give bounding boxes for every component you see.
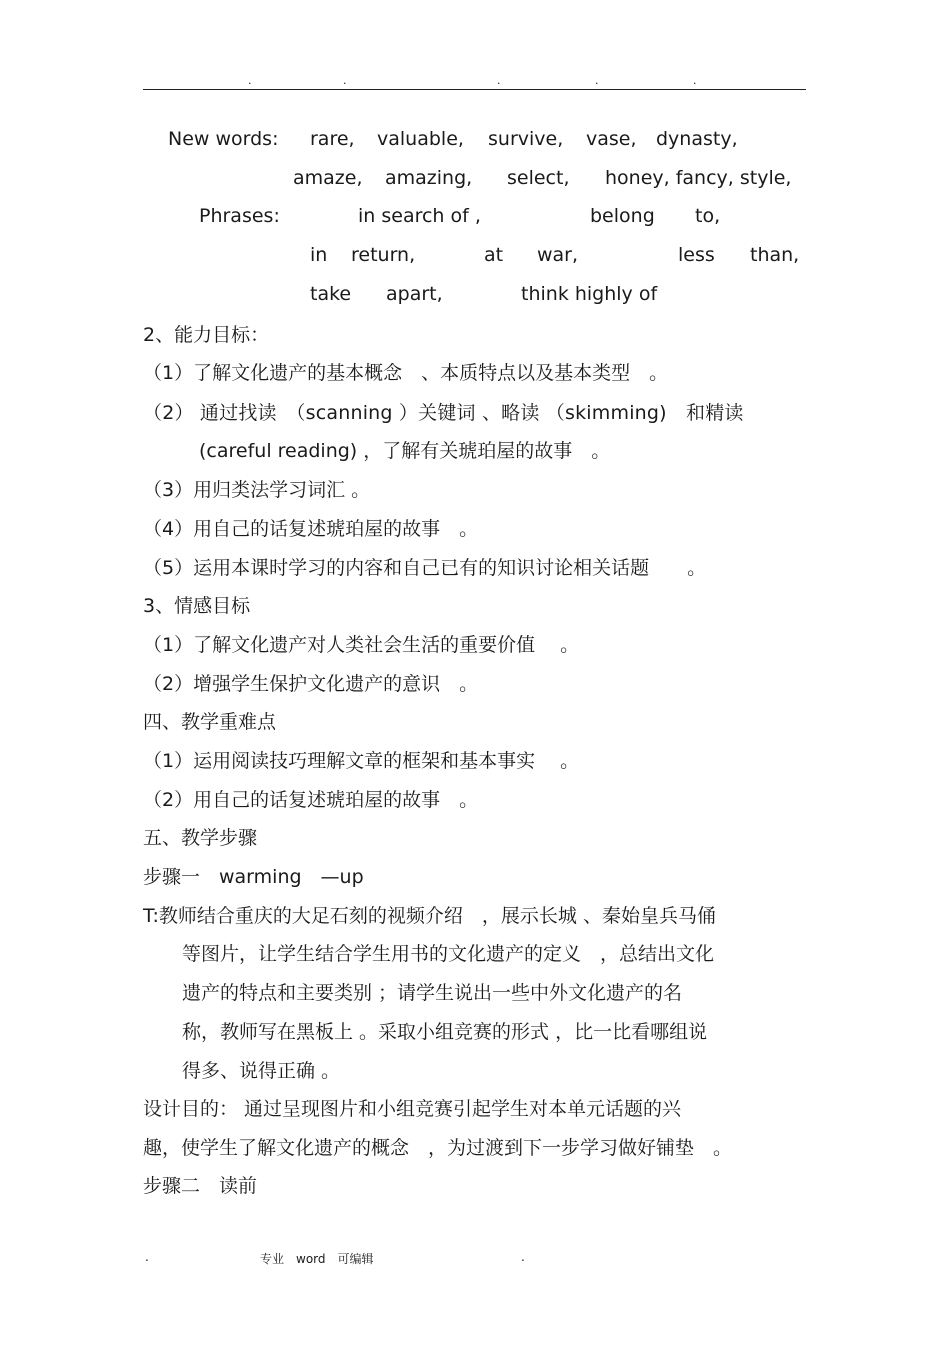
goal-item-continued: (careful reading) ，了解有关琥珀屋的故事 。: [199, 440, 611, 462]
phrase: than,: [750, 244, 800, 266]
phrase: less: [678, 244, 715, 266]
header-dot: .: [248, 74, 252, 87]
section-heading: 五、教学步骤: [143, 827, 258, 849]
teacher-activity-line: 等图片，让学生结合学生用书的文化遗产的定义 ，总结出文化: [182, 943, 715, 965]
phrase: at: [484, 244, 504, 266]
goal-item: （2）增强学生保护文化遗产的意识 。: [143, 673, 479, 695]
word: amaze,: [293, 167, 363, 189]
goal-item: （2） 通过找读 （scanning ）关键词 、略读 （skimming) 和精读: [143, 402, 744, 424]
design-purpose-line: 设计目的： 通过呈现图片和小组竞赛引起学生对本单元话题的兴: [143, 1098, 682, 1120]
phrase: belong: [590, 205, 655, 227]
section-heading: 3、情感目标: [143, 595, 251, 617]
phrase: think highly of: [521, 283, 658, 305]
word: dynasty,: [656, 128, 738, 150]
phrase: apart,: [386, 283, 443, 305]
teacher-activity-line: 遗产的特点和主要类别 ；请学生说出一些中外文化遗产的名: [182, 982, 683, 1004]
step-heading: 步骤一 warming —up: [143, 866, 364, 888]
phrase: return,: [351, 244, 416, 266]
word: select,: [507, 167, 570, 189]
header-dot: .: [693, 74, 697, 87]
phrases-label: Phrases:: [199, 205, 280, 227]
word: valuable,: [377, 128, 464, 150]
phrase: in search of ,: [358, 205, 481, 227]
header-dot: .: [497, 74, 501, 87]
phrase: take: [310, 283, 352, 305]
header-dot: .: [343, 74, 347, 87]
teacher-activity-line: 得多、说得正确 。: [182, 1060, 341, 1082]
header-dot: .: [595, 74, 599, 87]
goal-item: （5）运用本课时学习的内容和自己已有的知识讨论相关话题 。: [143, 557, 707, 579]
section-heading: 四、教学重难点: [143, 711, 277, 733]
word: survive,: [488, 128, 564, 150]
word: honey, fancy, style,: [605, 167, 792, 189]
teacher-activity-line: T:教师结合重庆的大足石刻的视频介绍 ，展示长城 、秦始皇兵马俑: [143, 905, 716, 927]
key-point-item: （2）用自己的话复述琥珀屋的故事 。: [143, 789, 479, 811]
word: rare,: [310, 128, 355, 150]
goal-item: （4）用自己的话复述琥珀屋的故事 。: [143, 518, 479, 540]
key-point-item: （1）运用阅读技巧理解文章的框架和基本事实 。: [143, 750, 580, 772]
word: amazing,: [385, 167, 473, 189]
word: vase,: [586, 128, 637, 150]
design-purpose-line: 趣，使学生了解文化遗产的概念 ，为过渡到下一步学习做好铺垫 。: [143, 1137, 733, 1159]
footer-dot: .: [521, 1250, 525, 1264]
section-heading: 2、能力目标：: [143, 324, 270, 346]
footer-dot: .: [145, 1250, 149, 1264]
phrase: war,: [537, 244, 579, 266]
goal-item: （1）了解文化遗产的基本概念 、本质特点以及基本类型 。: [143, 362, 669, 384]
goal-item: （3）用归类法学习词汇 。: [143, 479, 371, 501]
phrase: in: [310, 244, 328, 266]
footer-text: 专业 word 可编辑: [260, 1252, 374, 1266]
phrase: to,: [695, 205, 721, 227]
teacher-activity-line: 称，教师写在黑板上 。采取小组竞赛的形式 ，比一比看哪组说: [182, 1021, 708, 1043]
header-rule: [143, 89, 806, 90]
new-words-label: New words:: [168, 128, 279, 150]
goal-item: （1）了解文化遗产对人类社会生活的重要价值 。: [143, 634, 580, 656]
step-heading: 步骤二 读前: [143, 1175, 258, 1197]
